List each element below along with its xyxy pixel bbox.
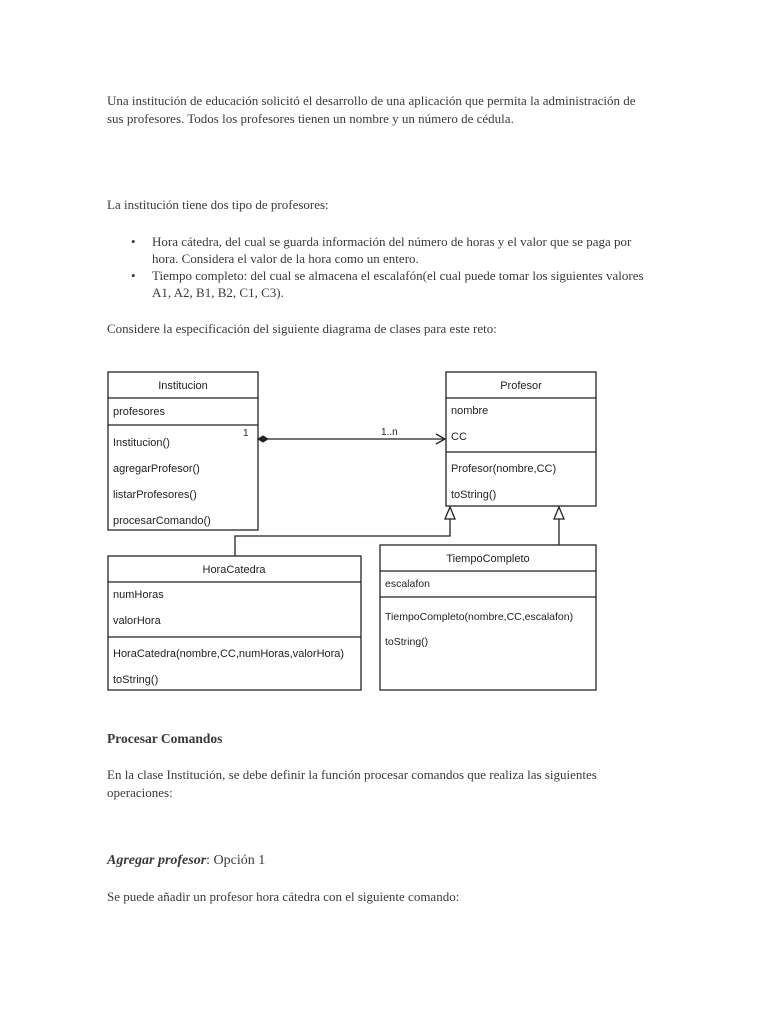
bullet-icon: • [131, 234, 136, 249]
class-attribute: numHoras [113, 589, 164, 601]
class-horacatedra [108, 556, 361, 690]
list-item [107, 233, 647, 267]
option-paragraph [107, 852, 637, 870]
class-attribute: CC [451, 431, 467, 443]
class-profesor [446, 372, 596, 506]
class-name: Profesor [500, 380, 542, 392]
list-item-text: Tiempo completo: del cual se almacena el escalafón(el cual puede tomar los siguientes valores A1, A2, B1, B2, C1, C3). [152, 268, 644, 300]
class-method: toString() [451, 489, 497, 501]
class-method: agregarProfesor() [113, 463, 200, 475]
class-method: toString() [385, 636, 429, 648]
section-title: Procesar Comandos [107, 731, 223, 746]
class-tiempocompleto [380, 545, 596, 690]
class-attribute: valorHora [113, 615, 161, 627]
class-method: Institucion() [113, 437, 170, 449]
multiplicity-target: 1..n [381, 427, 398, 438]
class-method: toString() [113, 674, 159, 686]
class-method: HoraCatedra(nombre,CC,numHoras,valorHora) [113, 648, 345, 660]
class-method: TiempoCompleto(nombre,CC,escalafon) [385, 611, 574, 623]
class-method: Profesor(nombre,CC) [451, 463, 557, 475]
teacher-types-list [107, 233, 647, 301]
procesar-paragraph: En la clase Institución, se debe definir la función procesar comandos que realiza las siguientes operaciones: [107, 767, 597, 800]
class-method: listarProfesores() [113, 489, 197, 501]
bullet-icon: • [131, 268, 136, 283]
class-attribute: nombre [451, 405, 489, 417]
diagram-intro-paragraph: Considere la especificación del siguiente diagrama de clases para este reto: [107, 321, 497, 336]
list-item [107, 267, 647, 301]
class-name: Institucion [158, 380, 208, 392]
option-suffix: : Opción 1 [206, 853, 266, 868]
class-institucion [108, 372, 258, 530]
class-diagram [100, 365, 605, 700]
class-name: TiempoCompleto [446, 553, 530, 565]
class-attribute: profesores [113, 406, 165, 418]
multiplicity-source: 1 [243, 428, 249, 439]
class-method: procesarComando() [113, 515, 211, 527]
class-name: HoraCatedra [202, 564, 266, 576]
add-paragraph: Se puede añadir un profesor hora cátedra con el siguiente comando: [107, 889, 460, 904]
class-attribute: escalafon [385, 578, 430, 590]
list-item-text: Hora cátedra, del cual se guarda información del número de horas y el valor que se paga por hora. Considera el valor de la hora como un entero. [152, 234, 632, 266]
option-label: Agregar profesor [107, 853, 207, 868]
types-intro-paragraph: La institución tiene dos tipo de profesores: [107, 197, 329, 212]
intro-paragraph: Una institución de educación solicitó el desarrollo de una aplicación que permita la administración de sus profesores. Todos los profesores tienen un nombre y un número de cédula. [107, 93, 636, 126]
